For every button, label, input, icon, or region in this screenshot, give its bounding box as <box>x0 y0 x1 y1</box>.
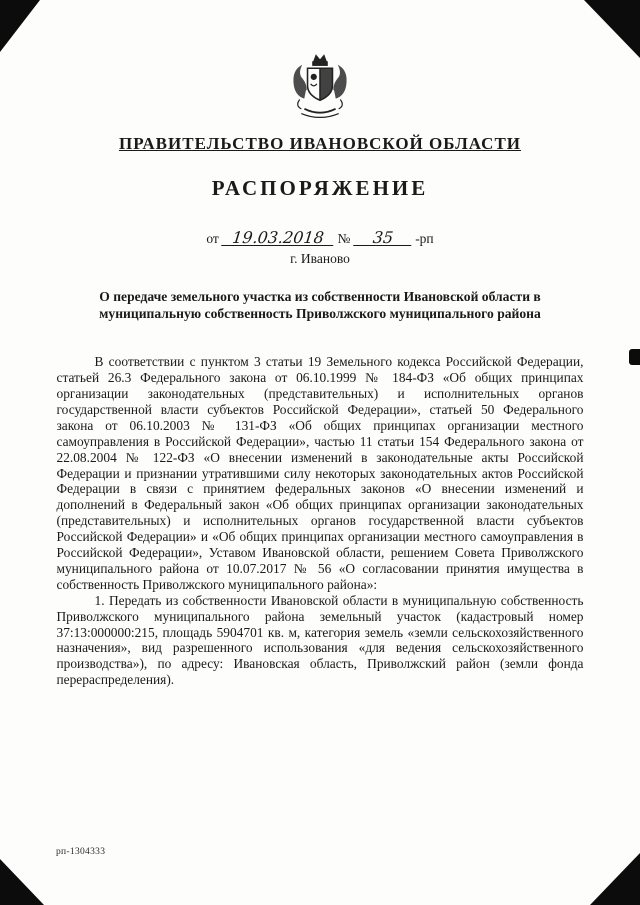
date-number-line <box>57 228 584 247</box>
date-prefix-label: от <box>206 231 219 246</box>
scan-artifact-right-edge <box>629 349 640 365</box>
scan-artifact-top-left <box>0 0 40 52</box>
registration-code: рп-1304333 <box>56 847 106 857</box>
number-sign-label: № <box>337 231 351 246</box>
document-content <box>57 134 584 688</box>
scan-artifact-top-right <box>584 0 640 58</box>
body-paragraph-2: 1. Передать из собственности Ивановской области в муниципальную собственность Приволжского муниципального района земельный участок (кадастровый номер 37:13:000000:215, площадь 5904701 кв. м, категория земель «земли сельскохозяйственного назначения», вид разрешенного использования «для ведения сельскохозяйственного производства»), по адресу: Ивановская область, Приволжский район (земли фонда перераспределения). <box>56 592 584 688</box>
handwritten-number: 35 <box>353 231 413 246</box>
handwritten-date: 19.03.2018 <box>221 231 335 246</box>
document-subject: О передаче земельного участка из собственности Ивановской области в муниципальную собственность Приволжского муниципального района <box>99 289 541 321</box>
number-suffix-label: -рп <box>415 231 434 246</box>
issuing-authority-title: ПРАВИТЕЛЬСТВО ИВАНОВСКОЙ ОБЛАСТИ <box>118 134 522 153</box>
scan-artifact-bottom-right <box>590 853 640 905</box>
body-paragraph-1: В соответствии с пунктом 3 статьи 19 Земельного кодекса Российской Федерации, статьей 26.3 Федерального закона от 06.10.1999 № 184-ФЗ «Об общих принципах организации законодательных (представительных) и исполнительных органов государственной власти субъектов Российской Федерации», статьей 50 Федерального закона от 06.10.2003 № 131-ФЗ «Об общих принципах организации местного самоуправления в Российской Федерации», частью 11 статьи 154 Федерального закона от 22.08.2004 № 122-ФЗ «О внесении изменений в законодательные акты Российской Федерации и признании утратившими силу некоторых законодательных актов Российской Федерации в связи с принятием федеральных законов «О внесении изменений и дополнений в Федеральный закон «Об общих принципах организации законодательных (представительных) и исполнительных органов государственной власти субъектов Российской Федерации» и «Об общих принципах организации местного самоуправления в Российской Федерации», Уставом Ивановской области, решением Совета Приволжского муниципального района от 10.07.2017 № 56 «О согласовании принятия имущества в собственность Приволжского муниципального района»: <box>56 354 584 592</box>
document-body <box>57 354 584 688</box>
coat-of-arms-icon <box>281 50 359 124</box>
city-label: г. Иваново <box>290 251 350 266</box>
scan-artifact-bottom-left <box>0 859 44 905</box>
document-type-title: РАСПОРЯЖЕНИЕ <box>211 176 429 200</box>
